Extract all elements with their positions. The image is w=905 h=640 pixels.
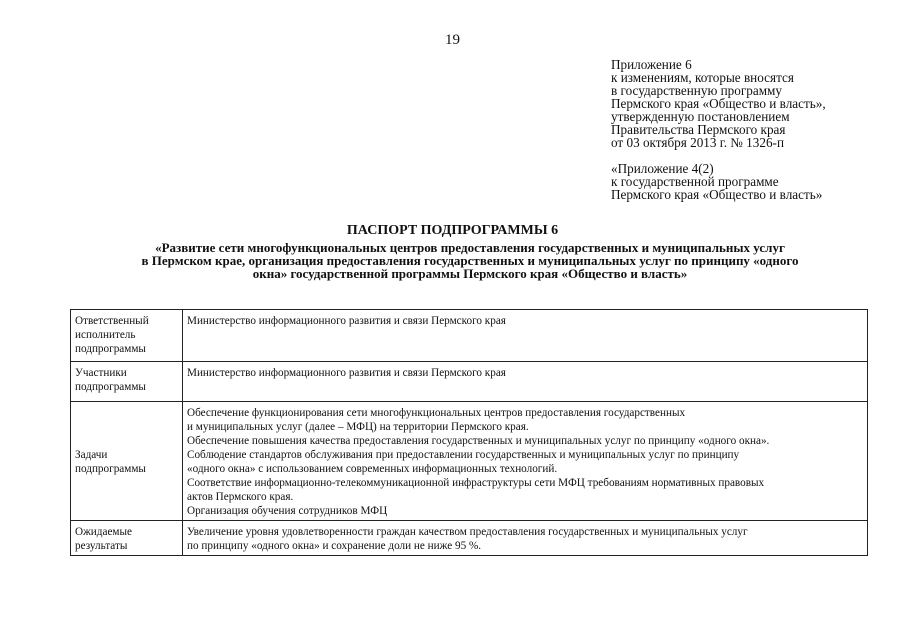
content-line: и муниципальных услуг (далее – МФЦ) на территории Пермского края. <box>187 421 529 433</box>
label-line: результаты <box>75 540 128 552</box>
content-line: Обеспечение функционирования сети многофункциональных центров предоставления государственных <box>187 407 686 419</box>
appendix-note <box>611 58 901 201</box>
appendix-line: в государственную программу <box>611 83 782 98</box>
label-line: Ответственный <box>75 315 149 327</box>
appendix-line: Пермского края «Общество и власть», <box>611 96 826 111</box>
passport-title: ПАСПОРТ ПОДПРОГРАММЫ 6 <box>346 223 559 238</box>
table-row-responsible <box>71 310 868 362</box>
quoted-appendix-line: «Приложение 4(2) <box>611 161 714 176</box>
appendix-line: Правительства Пермского края <box>611 122 786 137</box>
label-line: Задачи <box>75 449 108 461</box>
passport-table <box>70 309 868 556</box>
row-label <box>71 402 183 521</box>
appendix-line: Приложение 6 <box>611 57 692 72</box>
content-line: Соблюдение стандартов обслуживания при предоставлении государственных и муниципальных услуг по принципу <box>187 449 740 461</box>
quoted-appendix-line: Пермского края «Общество и власть» <box>611 187 823 202</box>
content-line: Министерство информационного развития и связи Пермского края <box>187 367 506 379</box>
label-line: подпрограммы <box>75 463 146 475</box>
quoted-appendix-line: к государственной программе <box>611 174 779 189</box>
label-line: подпрограммы <box>75 381 146 393</box>
label-line: Ожидаемые <box>75 526 132 538</box>
content-line: по принципу «одного окна» и сохранение доли не ниже 95 %. <box>187 540 482 552</box>
subtitle-line: окна» государственной программы Пермского края «Общество и власть» <box>252 266 688 281</box>
content-line: актов Пермского края. <box>187 491 294 503</box>
appendix-line: к изменениям, которые вносятся <box>611 70 794 85</box>
content-line: «одного окна» с использованием современных информационных технологий. <box>187 463 558 475</box>
row-content <box>183 310 868 362</box>
row-content <box>183 402 868 521</box>
subtitle-line: в Пермском крае, организация предоставления государственных и муниципальных услуг по принципу «одного <box>141 253 799 268</box>
row-content <box>183 521 868 556</box>
content-line: Организация обучения сотрудников МФЦ <box>187 505 388 517</box>
content-line: Увеличение уровня удовлетворенности граждан качеством предоставления государственных и муниципальных услуг <box>187 526 748 538</box>
label-line: Участники <box>75 367 127 379</box>
table-row-tasks <box>71 402 868 521</box>
label-line: подпрограммы <box>75 343 146 355</box>
row-content <box>183 362 868 402</box>
row-label <box>71 362 183 402</box>
table-row-results <box>71 521 868 556</box>
page-number: 19 <box>445 32 460 48</box>
label-line: исполнитель <box>75 329 136 341</box>
content-line: Соответствие информационно-телекоммуникационной инфраструктуры сети МФЦ требованиям нормативных правовых <box>187 477 765 489</box>
appendix-line: утвержденную постановлением <box>611 109 790 124</box>
row-label <box>71 310 183 362</box>
table-row-participants <box>71 362 868 402</box>
row-label <box>71 521 183 556</box>
passport-subtitle <box>60 241 880 280</box>
content-line: Министерство информационного развития и связи Пермского края <box>187 315 506 327</box>
appendix-line: от 03 октября 2013 г. № 1326-п <box>611 135 785 150</box>
subtitle-line: «Развитие сети многофункциональных центров предоставления государственных и муниципальных услуг <box>155 240 785 255</box>
content-line: Обеспечение повышения качества предоставления государственных и муниципальных услуг по принципу «одного окна». <box>187 435 770 447</box>
